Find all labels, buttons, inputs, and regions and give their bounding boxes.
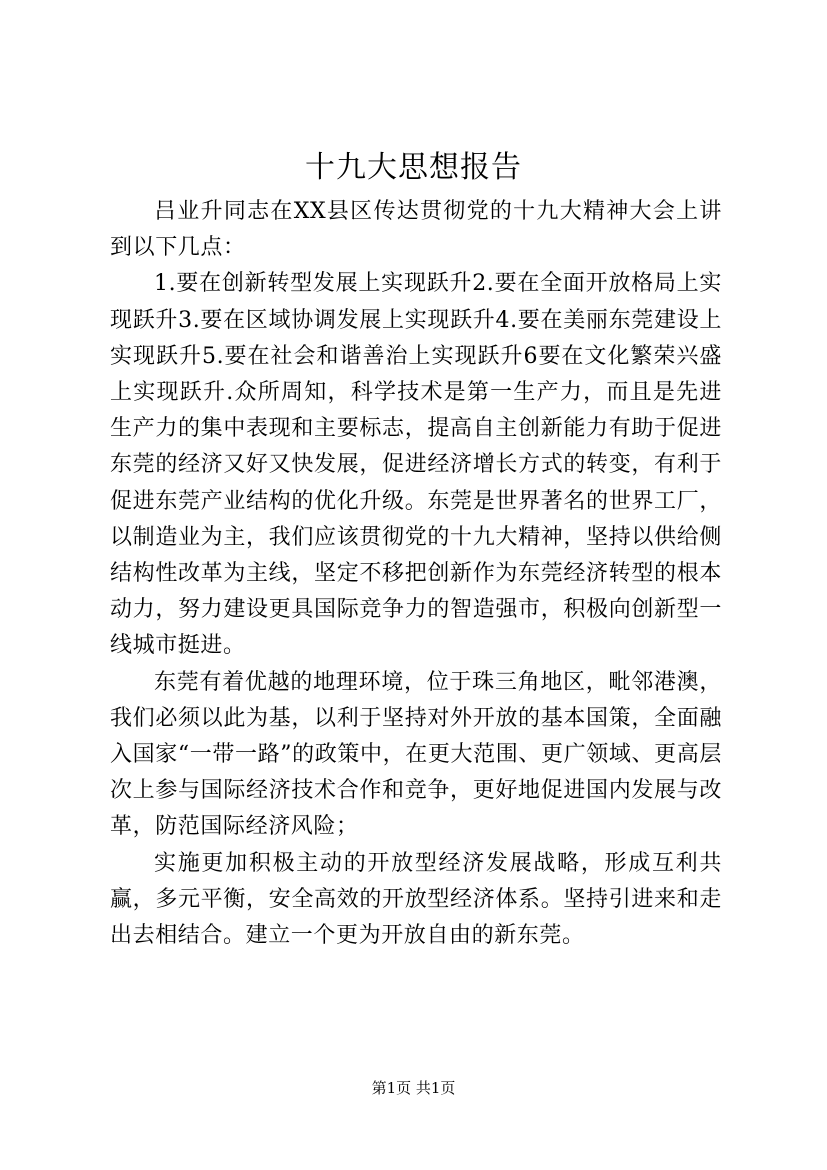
paragraph-intro: 吕业升同志在XX县区传达贯彻党的十九大精神大会上讲到以下几点： <box>110 199 722 261</box>
page-number-footer: 第1页 共1页 <box>371 1079 456 1097</box>
document-body <box>110 194 722 954</box>
paragraph-geography: 东莞有着优越的地理环境，位于珠三角地区，毗邻港澳，我们必须以此为基，以利于坚持对外开放的基本国策，全面融入国家“一带一路”的政策中，在更大范围、更广领域、更高层次上参与国际经济技术合作和竞争，更好地促进国内发展与改革，防范国际经济风险； <box>110 669 722 840</box>
paragraph-points: 1.要在创新转型发展上实现跃升2.要在全面开放格局上实现跃升3.要在区域协调发展上实现跃升4.要在美丽东莞建设上实现跃升5.要在社会和谐善治上实现跃升6要在文化繁荣兴盛上实现跃升.众所周知，科学技术是第一生产力，而且是先进生产力的集中表现和主要标志，提高自主创新能力有助于促进东莞的经济又好又快发展，促进经济增长方式的转变，有利于促进东莞产业结构的优化升级。东莞是世界著名的世界工厂，以制造业为主，我们应该贯彻党的十九大精神，坚持以供给侧结构性改革为主线，坚定不移把创新作为东莞经济转型的根本动力，努力建设更具国际竞争力的智造强市，积极向创新型一线城市挺进。 <box>110 271 722 659</box>
paragraph-strategy: 实施更加积极主动的开放型经济发展战略，形成互利共赢，多元平衡，安全高效的开放型经济体系。坚持引进来和走出去相结合。建立一个更为开放自由的新东莞。 <box>110 850 722 949</box>
document-title: 十九大思想报告 <box>305 150 522 185</box>
